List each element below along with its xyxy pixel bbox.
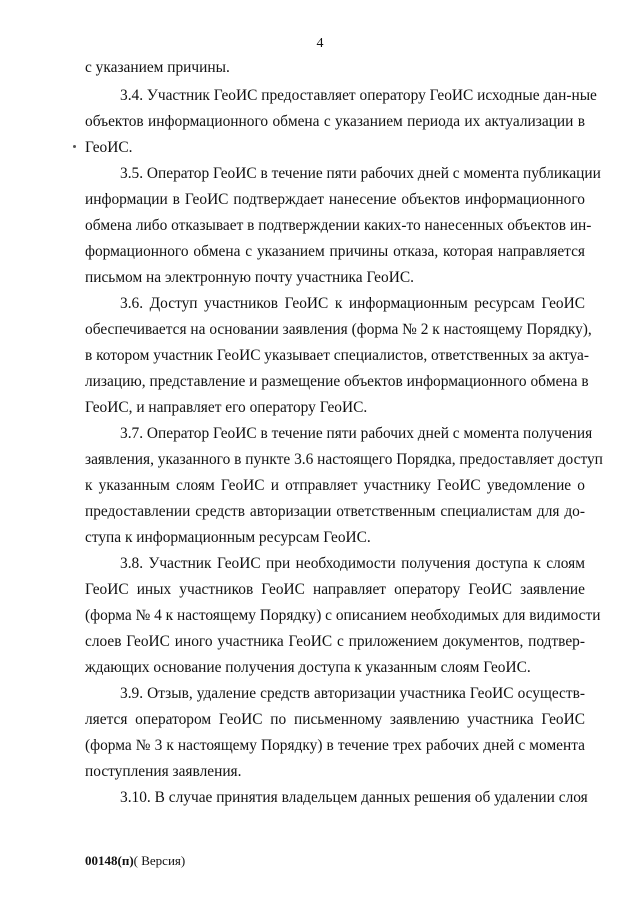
- text-line: ждающих основание получения доступа к указанным слоям ГеоИС.: [85, 659, 531, 676]
- scan-mark: [73, 145, 76, 148]
- text-line: формационного обмена с указанием причины отказа, которая направляется: [85, 243, 585, 260]
- text-line: ступа к информационным ресурсам ГеоИС.: [85, 529, 371, 546]
- text-line: объектов информационного обмена с указанием периода их актуализации в: [85, 113, 585, 130]
- text-line: поступления заявления.: [85, 763, 242, 780]
- footer: [85, 853, 185, 869]
- paragraph-3-5-start: 3.5. Оператор ГеоИС в течение пяти рабочих дней с момента публикации: [120, 165, 601, 182]
- text-line: информации в ГеоИС подтверждает нанесение объектов информационного: [85, 191, 585, 208]
- text-line: ГеоИС иных участников ГеоИС направляет оператору ГеоИС заявление: [85, 581, 585, 598]
- paragraph-3-9-start: 3.9. Отзыв, удаление средств авторизации участника ГеоИС осуществ-: [120, 685, 585, 702]
- paragraph-3-7-start: 3.7. Оператор ГеоИС в течение пяти рабочих дней с момента получения: [120, 425, 593, 442]
- text-line: к указанным слоям ГеоИС и отправляет участнику ГеоИС уведомление о: [85, 477, 585, 494]
- text-line: заявления, указанного в пункте 3.6 настоящего Порядка, предоставляет доступ: [85, 451, 603, 468]
- paragraph-3-10-start: 3.10. В случае принятия владельцем данных решения об удалении слоя: [120, 789, 588, 806]
- text-line: слоев ГеоИС иного участника ГеоИС с приложением документов, подтвер-: [85, 633, 585, 650]
- text-line: в котором участник ГеоИС указывает специалистов, ответственных за актуа-: [85, 347, 589, 364]
- paragraph-3-4-start: 3.4. Участник ГеоИС предоставляет оператору ГеоИС исходные дан-ные: [120, 87, 597, 104]
- text-line: предоставлении средств авторизации ответственным специалистам для до-: [85, 503, 585, 520]
- document-version: ( Версия): [133, 853, 186, 868]
- text-line: письмом на электронную почту участника ГеоИС.: [85, 269, 414, 286]
- text-line: ГеоИС, и направляет его оператору ГеоИС.: [85, 399, 368, 416]
- paragraph-3-6-start: 3.6. Доступ участников ГеоИС к информационным ресурсам ГеоИС: [120, 295, 585, 312]
- page-number: 4: [316, 36, 324, 51]
- text-line: обеспечивается на основании заявления (форма № 2 к настоящему Порядку),: [85, 321, 592, 338]
- document-code: 00148(п): [85, 853, 134, 868]
- paragraph-3-8-start: 3.8. Участник ГеоИС при необходимости получения доступа к слоям: [120, 555, 585, 572]
- text-line: лизацию, представление и размещение объектов информационного обмена в: [85, 373, 589, 390]
- text-line: ляется оператором ГеоИС по письменному заявлению участника ГеоИС: [85, 711, 585, 728]
- text-line: обмена либо отказывает в подтверждении каких-то нанесенных объектов ин-: [85, 217, 592, 234]
- text-line: ГеоИС.: [85, 139, 133, 156]
- text-line: с указанием причины.: [85, 59, 230, 76]
- text-line: (форма № 3 к настоящему Порядку) в течение трех рабочих дней с момента: [85, 737, 585, 754]
- text-line: (форма № 4 к настоящему Порядку) с описанием необходимых для видимости: [85, 607, 601, 624]
